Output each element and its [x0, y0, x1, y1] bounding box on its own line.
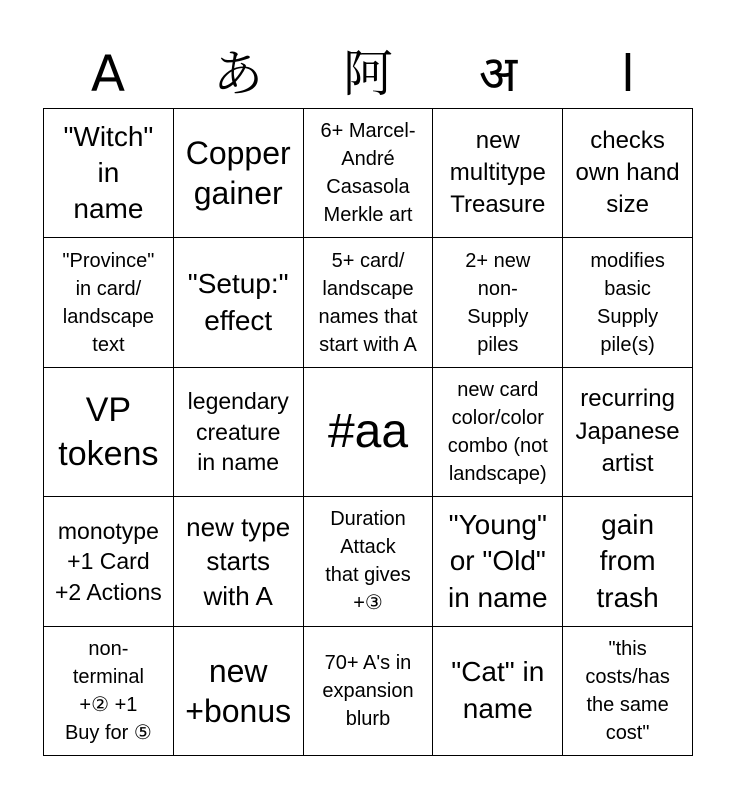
bingo-cell-r3c1[interactable]: VP tokens [44, 368, 174, 497]
bingo-cell-r3c4[interactable]: new card color/color combo (not landscape) [433, 368, 563, 497]
header-letter-a: A [90, 45, 126, 103]
bingo-board [43, 108, 693, 756]
bingo-cell-r2c1[interactable]: "Province" in card/ landscape text [44, 238, 174, 367]
header-letter-devanagari-a: अ [478, 45, 518, 103]
bingo-cell-r2c2[interactable]: "Setup:" effect [174, 238, 304, 367]
bingo-cell-r4c2[interactable]: new type starts with A [174, 497, 304, 626]
bingo-cell-r3c2[interactable]: legendary creature in name [174, 368, 304, 497]
bingo-cell-r1c1[interactable]: "Witch" in name [44, 109, 174, 238]
bingo-cell-r1c5[interactable]: checks own hand size [563, 109, 693, 238]
header-letter-kanji-a: 阿 [343, 45, 393, 103]
bingo-cell-free-center[interactable]: #aa [304, 368, 434, 497]
bingo-cell-r4c3[interactable]: Duration Attack that gives +③ [304, 497, 434, 626]
bingo-cell-r5c4[interactable]: "Cat" in name [433, 627, 563, 756]
bingo-cell-r2c4[interactable]: 2+ new non- Supply piles [433, 238, 563, 367]
bingo-cell-r1c4[interactable]: new multitype Treasure [433, 109, 563, 238]
bingo-cell-r5c5[interactable]: "this costs/has the same cost" [563, 627, 693, 756]
header-letter-arabic-alif: ا [621, 45, 635, 103]
bingo-cell-r3c5[interactable]: recurring Japanese artist [563, 368, 693, 497]
bingo-cell-r5c3[interactable]: 70+ A's in expansion blurb [304, 627, 434, 756]
bingo-cell-r1c3[interactable]: 6+ Marcel- André Casasola Merkle art [304, 109, 434, 238]
bingo-cell-r5c2[interactable]: new +bonus [174, 627, 304, 756]
bingo-cell-r4c5[interactable]: gain from trash [563, 497, 693, 626]
bingo-cell-r5c1[interactable]: non- terminal +② +1 Buy for ⑤ [44, 627, 174, 756]
bingo-cell-r4c4[interactable]: "Young" or "Old" in name [433, 497, 563, 626]
bingo-cell-r2c5[interactable]: modifies basic Supply pile(s) [563, 238, 693, 367]
bingo-cell-r1c2[interactable]: Copper gainer [174, 109, 304, 238]
bingo-header [43, 40, 693, 108]
bingo-cell-r4c1[interactable]: monotype +1 Card +2 Actions [44, 497, 174, 626]
header-letter-hiragana-a: あ [213, 45, 263, 103]
bingo-cell-r2c3[interactable]: 5+ card/ landscape names that start with A [304, 238, 434, 367]
